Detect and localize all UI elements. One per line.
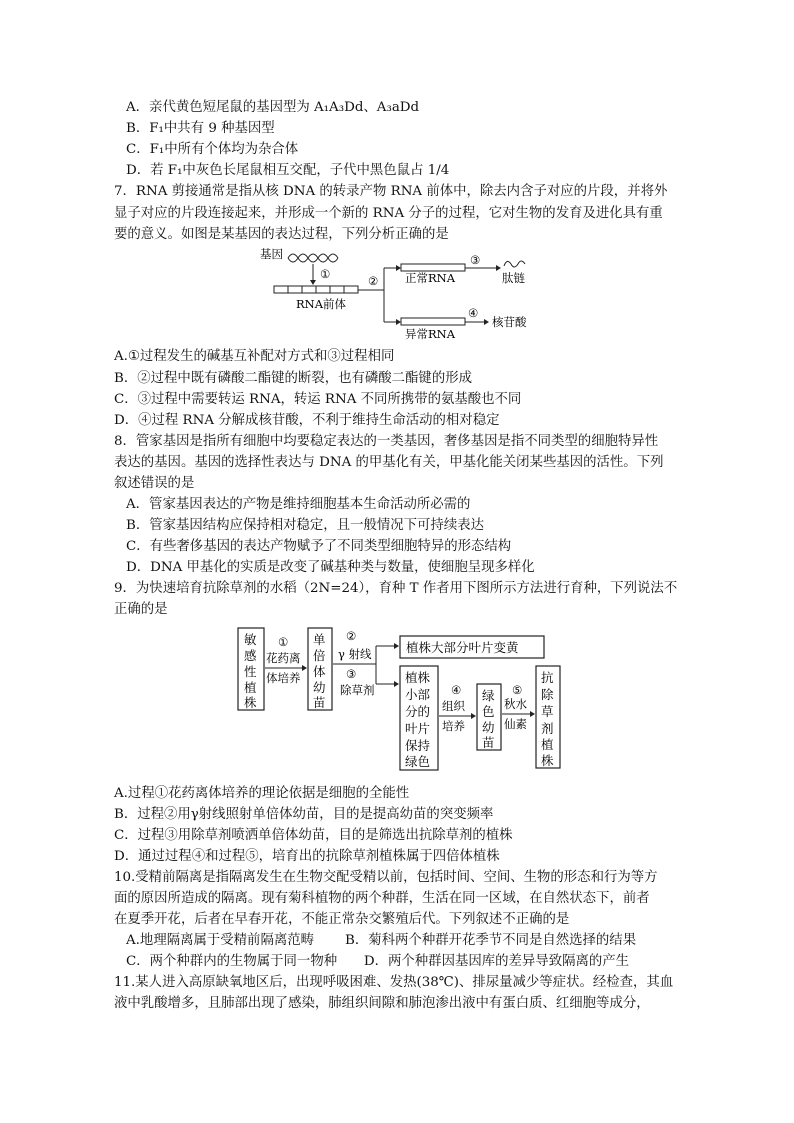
q8-option-d: D．DNA 甲基化的实质是改变了碱基种类与数量，使细胞呈现多样化	[126, 560, 535, 575]
svg-text:保持: 保持	[405, 738, 431, 753]
q11-stem-line1: 11.某人进入高原缺氧地区后，出现呼吸困难、发热(38℃)、排尿量减少等症状。经检查，其血	[114, 975, 674, 990]
q6-option-d: D．若 F₁中灰色长尾鼠相互交配，子代中黑色鼠占 1/4	[126, 163, 450, 178]
svg-text:绿: 绿	[482, 688, 495, 703]
svg-text:幼: 幼	[313, 680, 326, 695]
q7-option-c: C．③过程中需要转运 RNA，转运 RNA 不同所携带的氨基酸也不同	[114, 392, 522, 407]
q7-option-a: A.①过程发生的碱基互补配对方式和③过程相同	[114, 349, 395, 364]
step1-label: ①	[320, 267, 331, 281]
q7-gene-expression-diagram	[258, 244, 548, 344]
q10-options-cd: C．两个种群内的生物属于同一物种 D．两个种群因基因库的差异导致隔离的产生	[126, 954, 630, 969]
svg-text:分的: 分的	[405, 704, 431, 719]
peptide-label: 肽链	[502, 271, 525, 285]
q6-option-c: C．F₁中所有个体均为杂合体	[126, 142, 299, 157]
q8-stem-line2: 表达的基因。基因的选择性表达与 DNA 的甲基化有关，甲基化能关闭某些基因的活性。下列	[114, 455, 664, 470]
svg-text:②: ②	[346, 629, 357, 643]
svg-text:剂: 剂	[541, 721, 554, 736]
q7-option-b: B．②过程中既有磷酸二酯键的断裂，也有磷酸二酯键的形成	[114, 371, 472, 386]
q9-option-b: B．过程②用γ射线照射单倍体幼苗，目的是提高幼苗的突变频率	[114, 807, 494, 822]
svg-text:叶片: 叶片	[405, 721, 431, 736]
svg-text:γ 射线: γ 射线	[338, 647, 372, 661]
svg-text:抗: 抗	[541, 670, 554, 685]
svg-text:除: 除	[541, 687, 554, 702]
svg-text:组织: 组织	[442, 699, 465, 713]
q9-stem-line2: 正确的是	[114, 602, 168, 617]
svg-text:感: 感	[244, 648, 257, 663]
svg-text:株: 株	[541, 753, 554, 768]
q10-options-ab: A.地理隔离属于受精前隔离范畴 B．菊科两个种群开花季节不同是自然选择的结果	[126, 933, 637, 948]
step2-label: ②	[368, 274, 379, 288]
svg-text:苗: 苗	[313, 695, 326, 710]
svg-text:草: 草	[541, 704, 554, 719]
q6-option-b: B．F₁中共有 9 种基因型	[126, 121, 275, 136]
svg-text:植株: 植株	[405, 670, 431, 685]
svg-text:⑤: ⑤	[512, 683, 523, 697]
q8-option-a: A．管家基因表达的产物是维持细胞基本生命活动所必需的	[126, 497, 471, 512]
gene-label: 基因	[260, 247, 283, 261]
q9-breeding-flowchart	[236, 624, 566, 772]
svg-text:幼: 幼	[482, 720, 495, 735]
q6-option-a: A．亲代黄色短尾鼠的基因型为 A₁A₃Dd、A₃aDd	[126, 100, 420, 115]
svg-text:小部: 小部	[405, 687, 431, 702]
step3-label: ③	[470, 253, 481, 267]
abnormal-rna-label: 异常RNA	[405, 327, 456, 341]
svg-text:植株大部分叶片变黄: 植株大部分叶片变黄	[406, 640, 519, 655]
svg-text:倍: 倍	[313, 648, 326, 663]
svg-text:除草剂: 除草剂	[340, 683, 375, 697]
svg-text:性: 性	[244, 664, 257, 679]
q9-stem-line1: 9．为快速培育抗除草剂的水稻（2N=24），育种 T 作者用下图所示方法进行育种，下列说法不	[114, 581, 678, 596]
q9-option-c: C．过程③用除草剂喷洒单倍体幼苗，目的是筛选出抗除草剂的植株	[114, 828, 513, 843]
svg-text:花药离: 花药离	[266, 651, 301, 665]
svg-text:①: ①	[278, 635, 289, 649]
svg-text:植: 植	[244, 680, 257, 695]
q8-stem-line3: 叙述错误的是	[114, 476, 195, 491]
svg-text:敏: 敏	[244, 632, 257, 647]
step4-label: ④	[468, 306, 479, 320]
svg-text:培养: 培养	[442, 719, 465, 733]
q7-stem-line3: 要的意义。如图是某基因的表达过程，下列分析正确的是	[114, 227, 449, 242]
q8-option-c: C．有些奢侈基因的表达产物赋予了不同类型细胞特异的形态结构	[126, 539, 512, 554]
q8-option-b: B．管家基因结构应保持相对稳定，且一般情况下可持续表达	[126, 518, 484, 533]
q7-option-d: D．④过程 RNA 分解成核苷酸，不利于维持生命活动的相对稳定	[114, 413, 500, 428]
svg-text:体培养: 体培养	[266, 671, 301, 685]
svg-text:植: 植	[541, 737, 554, 752]
svg-text:苗: 苗	[482, 735, 495, 750]
svg-text:株: 株	[244, 695, 257, 710]
q7-stem-line1: 7．RNA 剪接通常是指从核 DNA 的转录产物 RNA 前体中，除去内含子对应的片段，并将外	[114, 184, 668, 199]
svg-text:仙素: 仙素	[504, 717, 527, 731]
q9-option-a: A.过程①花药离体培养的理论依据是细胞的全能性	[114, 786, 410, 801]
nucleotide-label: 核苷酸	[492, 315, 527, 329]
q7-stem-line2: 显子对应的片段连接起来，并形成一个新的 RNA 分子的过程，它对生物的发育及进化具有重	[114, 206, 663, 221]
svg-text:绿色: 绿色	[405, 754, 431, 769]
precursor-label: RNA前体	[296, 297, 347, 311]
normal-rna-label: 正常RNA	[405, 271, 456, 285]
q10-stem-line1: 10.受精前隔离是指隔离发生在生物交配受精以前，包括时间、空间、生物的形态和行为等方	[114, 870, 658, 885]
q11-stem-line2: 液中乳酸增多，且肺部出现了感染，肺组织间隙和肺泡渗出液中有蛋白质、红细胞等成分，	[114, 996, 650, 1011]
svg-text:秋水: 秋水	[504, 697, 527, 711]
svg-text:色: 色	[482, 704, 495, 719]
q9-option-d: D．通过过程④和过程⑤，培育出的抗除草剂植株属于四倍体植株	[114, 849, 500, 864]
q10-stem-line3: 在夏季开花，后者在早春开花，不能正常杂交繁殖后代。下列叙述不正确的是	[114, 912, 570, 927]
svg-text:④: ④	[451, 683, 462, 697]
svg-text:③: ③	[346, 667, 357, 681]
q8-stem-line1: 8．管家基因是指所有细胞中均要稳定表达的一类基因，奢侈基因是指不同类型的细胞特异性	[114, 434, 659, 449]
q10-stem-line2: 面的原因所造成的隔离。现有菊科植物的两个种群，生活在同一区域，在自然状态下，前者	[114, 891, 650, 906]
svg-text:体: 体	[313, 664, 326, 679]
svg-text:单: 单	[313, 632, 326, 647]
